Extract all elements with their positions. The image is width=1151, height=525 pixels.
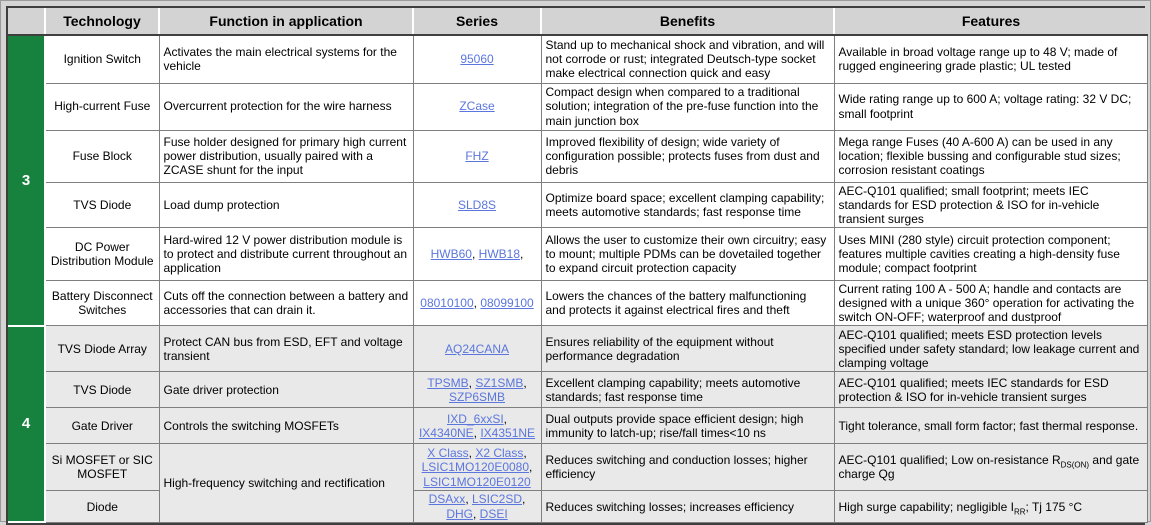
table-row — [8, 444, 1147, 491]
series-link[interactable]: X2 Class — [475, 446, 524, 461]
series-cell: IXD_6xxSI, IX4340NE, IX4351NE — [413, 408, 541, 444]
table-row — [8, 35, 1147, 83]
series-link[interactable]: IX4340NE — [418, 425, 474, 440]
series-link[interactable]: DHG — [446, 506, 473, 521]
technology-cell: TVS Diode Array — [45, 326, 159, 372]
series-link[interactable]: LSIC1MO120E0080 — [421, 460, 530, 475]
function-cell: Gate driver protection — [159, 372, 413, 408]
series-link[interactable]: 08010100 — [420, 296, 474, 311]
features-cell: AEC-Q101 qualified; meets ESD protection levels specified under safety standard; low leakage current and clamping voltage — [834, 326, 1147, 372]
series-link[interactable]: HWB18 — [478, 246, 520, 261]
technology-cell: Ignition Switch — [45, 35, 159, 83]
technology-cell: Battery Disconnect Switches — [45, 280, 159, 325]
features-cell: AEC-Q101 qualified; small footprint; meets IEC standards for ESD protection & ISO for in-vehicle transient surges — [834, 182, 1147, 227]
table-row — [8, 280, 1147, 325]
header-benefits: Benefits — [541, 8, 834, 35]
benefits-cell: Compact design when compared to a traditional solution; integration of the pre-fuse function into the main junction box — [541, 83, 834, 130]
function-cell: Activates the main electrical systems for the vehicle — [159, 35, 413, 83]
features-cell: Tight tolerance, small form factor; fast thermal response. — [834, 408, 1147, 444]
function-cell: Fuse holder designed for primary high current power distribution, usually paired with a ZCASE shunt for the input — [159, 130, 413, 182]
function-cell-merged: High-frequency switching and rectification — [159, 444, 413, 522]
header-series: Series — [413, 8, 541, 35]
technology-cell: Fuse Block — [45, 130, 159, 182]
features-cell: AEC-Q101 qualified; meets IEC standards for ESD protection & ISO for in-vehicle transient surges — [834, 372, 1147, 408]
benefits-cell: Reduces switching losses; increases efficiency — [541, 491, 834, 522]
series-link[interactable]: DSEI — [479, 506, 508, 521]
series-cell: HWB60, HWB18, — [413, 227, 541, 280]
benefits-cell: Optimize board space; excellent clamping capability; meets automotive standards; fast response time — [541, 182, 834, 227]
table-row — [8, 182, 1147, 227]
function-cell: Cuts off the connection between a battery and accessories that can drain it. — [159, 280, 413, 325]
features-cell: AEC-Q101 qualified; Low on-resistance $R_{DS(ON)}$ and gate charge Qg — [834, 444, 1147, 491]
technology-cell: High-current Fuse — [45, 83, 159, 130]
series-cell — [413, 326, 541, 372]
technology-cell: Si MOSFET or SIC MOSFET — [45, 444, 159, 491]
header-features: Features — [834, 8, 1147, 35]
section-number: 3 — [8, 35, 45, 326]
series-link[interactable]: 95060 — [460, 52, 494, 67]
series-link[interactable]: LSIC1MO120E0120 — [423, 474, 531, 489]
features-cell: Mega range Fuses (40 A-600 A) can be used in any location; flexible bussing and configurable stud sizes; corrosion resistant coatings — [834, 130, 1147, 182]
series-cell — [413, 83, 541, 130]
benefits-cell: Ensures reliability of the equipment without performance degradation — [541, 326, 834, 372]
technology-cell: Gate Driver — [45, 408, 159, 444]
technology-cell: TVS Diode — [45, 372, 159, 408]
series-link[interactable]: 08099100 — [480, 296, 534, 311]
benefits-cell: Allows the user to customize their own circuitry; easy to mount; multiple PDMs can be dovetailed together to expand circuit protection capacity — [541, 227, 834, 280]
series-cell: X Class, X2 Class, LSIC1MO120E0080, LSIC1MO120E0120 — [413, 444, 541, 491]
series-link[interactable]: DSAxx — [428, 492, 466, 507]
technology-table — [6, 6, 1145, 525]
series-cell: TPSMB, SZ1SMB, SZP6SMB — [413, 372, 541, 408]
table-row — [8, 326, 1147, 372]
series-link[interactable]: IX4351NE — [480, 425, 536, 440]
series-cell: DSAxx, LSIC2SD, DHG, DSEI — [413, 491, 541, 522]
section-number: 4 — [8, 326, 45, 522]
series-link[interactable]: SZP6SMB — [448, 389, 505, 404]
table-row — [8, 408, 1147, 444]
series-cell — [413, 130, 541, 182]
series-cell — [413, 182, 541, 227]
technology-cell: Diode — [45, 491, 159, 522]
table — [8, 8, 1148, 523]
corner-cell — [8, 8, 45, 35]
series-link[interactable]: HWB60 — [430, 246, 472, 261]
header-function: Function in application — [159, 8, 413, 35]
benefits-cell: Excellent clamping capability; meets automotive standards; fast response time — [541, 372, 834, 408]
table-row — [8, 83, 1147, 130]
benefits-cell: Reduces switching and conduction losses; higher efficiency — [541, 444, 834, 491]
features-cell: Uses MINI (280 style) circuit protection component; features multiple cavities creating a high-density fuse module; compact footprint — [834, 227, 1147, 280]
features-cell: Wide rating range up to 600 A; voltage rating: 32 V DC; small footprint — [834, 83, 1147, 130]
function-cell: Hard-wired 12 V power distribution module is to protect and distribute current throughout an application — [159, 227, 413, 280]
features-cell: High surge capability; negligible $I_{RR}$; Tj 175 °C — [834, 491, 1147, 522]
benefits-cell: Improved flexibility of design; wide variety of configuration possible; protects fuses from dust and debris — [541, 130, 834, 182]
benefits-cell: Stand up to mechanical shock and vibration, and will not corrode or rust; integrated Deutsch-type socket make electrical connection quick and easy — [541, 35, 834, 83]
technology-cell: DC Power Distribution Module — [45, 227, 159, 280]
series-link[interactable]: TPSMB — [427, 375, 469, 390]
series-link[interactable]: X Class — [427, 446, 469, 461]
function-cell: Overcurrent protection for the wire harness — [159, 83, 413, 130]
table-row — [8, 130, 1147, 182]
series-link[interactable]: SLD8S — [457, 197, 497, 212]
features-cell: Current rating 100 A - 500 A; handle and contacts are designed with a unique 360° operation for activating the switch ON-OFF; waterproof and dustproof — [834, 280, 1147, 325]
table-row — [8, 227, 1147, 280]
series-link[interactable]: SZ1SMB — [475, 375, 524, 390]
series-link[interactable]: IXD_6xxSI — [446, 411, 504, 426]
header-row — [8, 8, 1147, 35]
series-cell — [413, 35, 541, 83]
function-cell: Protect CAN bus from ESD, EFT and voltage transient — [159, 326, 413, 372]
technology-cell: TVS Diode — [45, 182, 159, 227]
table-row — [8, 372, 1147, 408]
features-cell: Available in broad voltage range up to 48 V; made of rugged engineering grade plastic; UL tested — [834, 35, 1147, 83]
header-technology: Technology — [45, 8, 159, 35]
benefits-cell: Dual outputs provide space efficient design; high immunity to latch-up; rise/fall times<10 ns — [541, 408, 834, 444]
benefits-cell: Lowers the chances of the battery malfunctioning and protects it against electrical fires and theft — [541, 280, 834, 325]
series-cell: 08010100, 08099100 — [413, 280, 541, 325]
series-link[interactable]: FHZ — [465, 148, 489, 163]
series-link[interactable]: AQ24CANA — [444, 341, 510, 356]
series-link[interactable]: ZCase — [459, 99, 495, 114]
function-cell: Controls the switching MOSFETs — [159, 408, 413, 444]
function-cell: Load dump protection — [159, 182, 413, 227]
series-link[interactable]: LSIC2SD — [471, 492, 523, 507]
